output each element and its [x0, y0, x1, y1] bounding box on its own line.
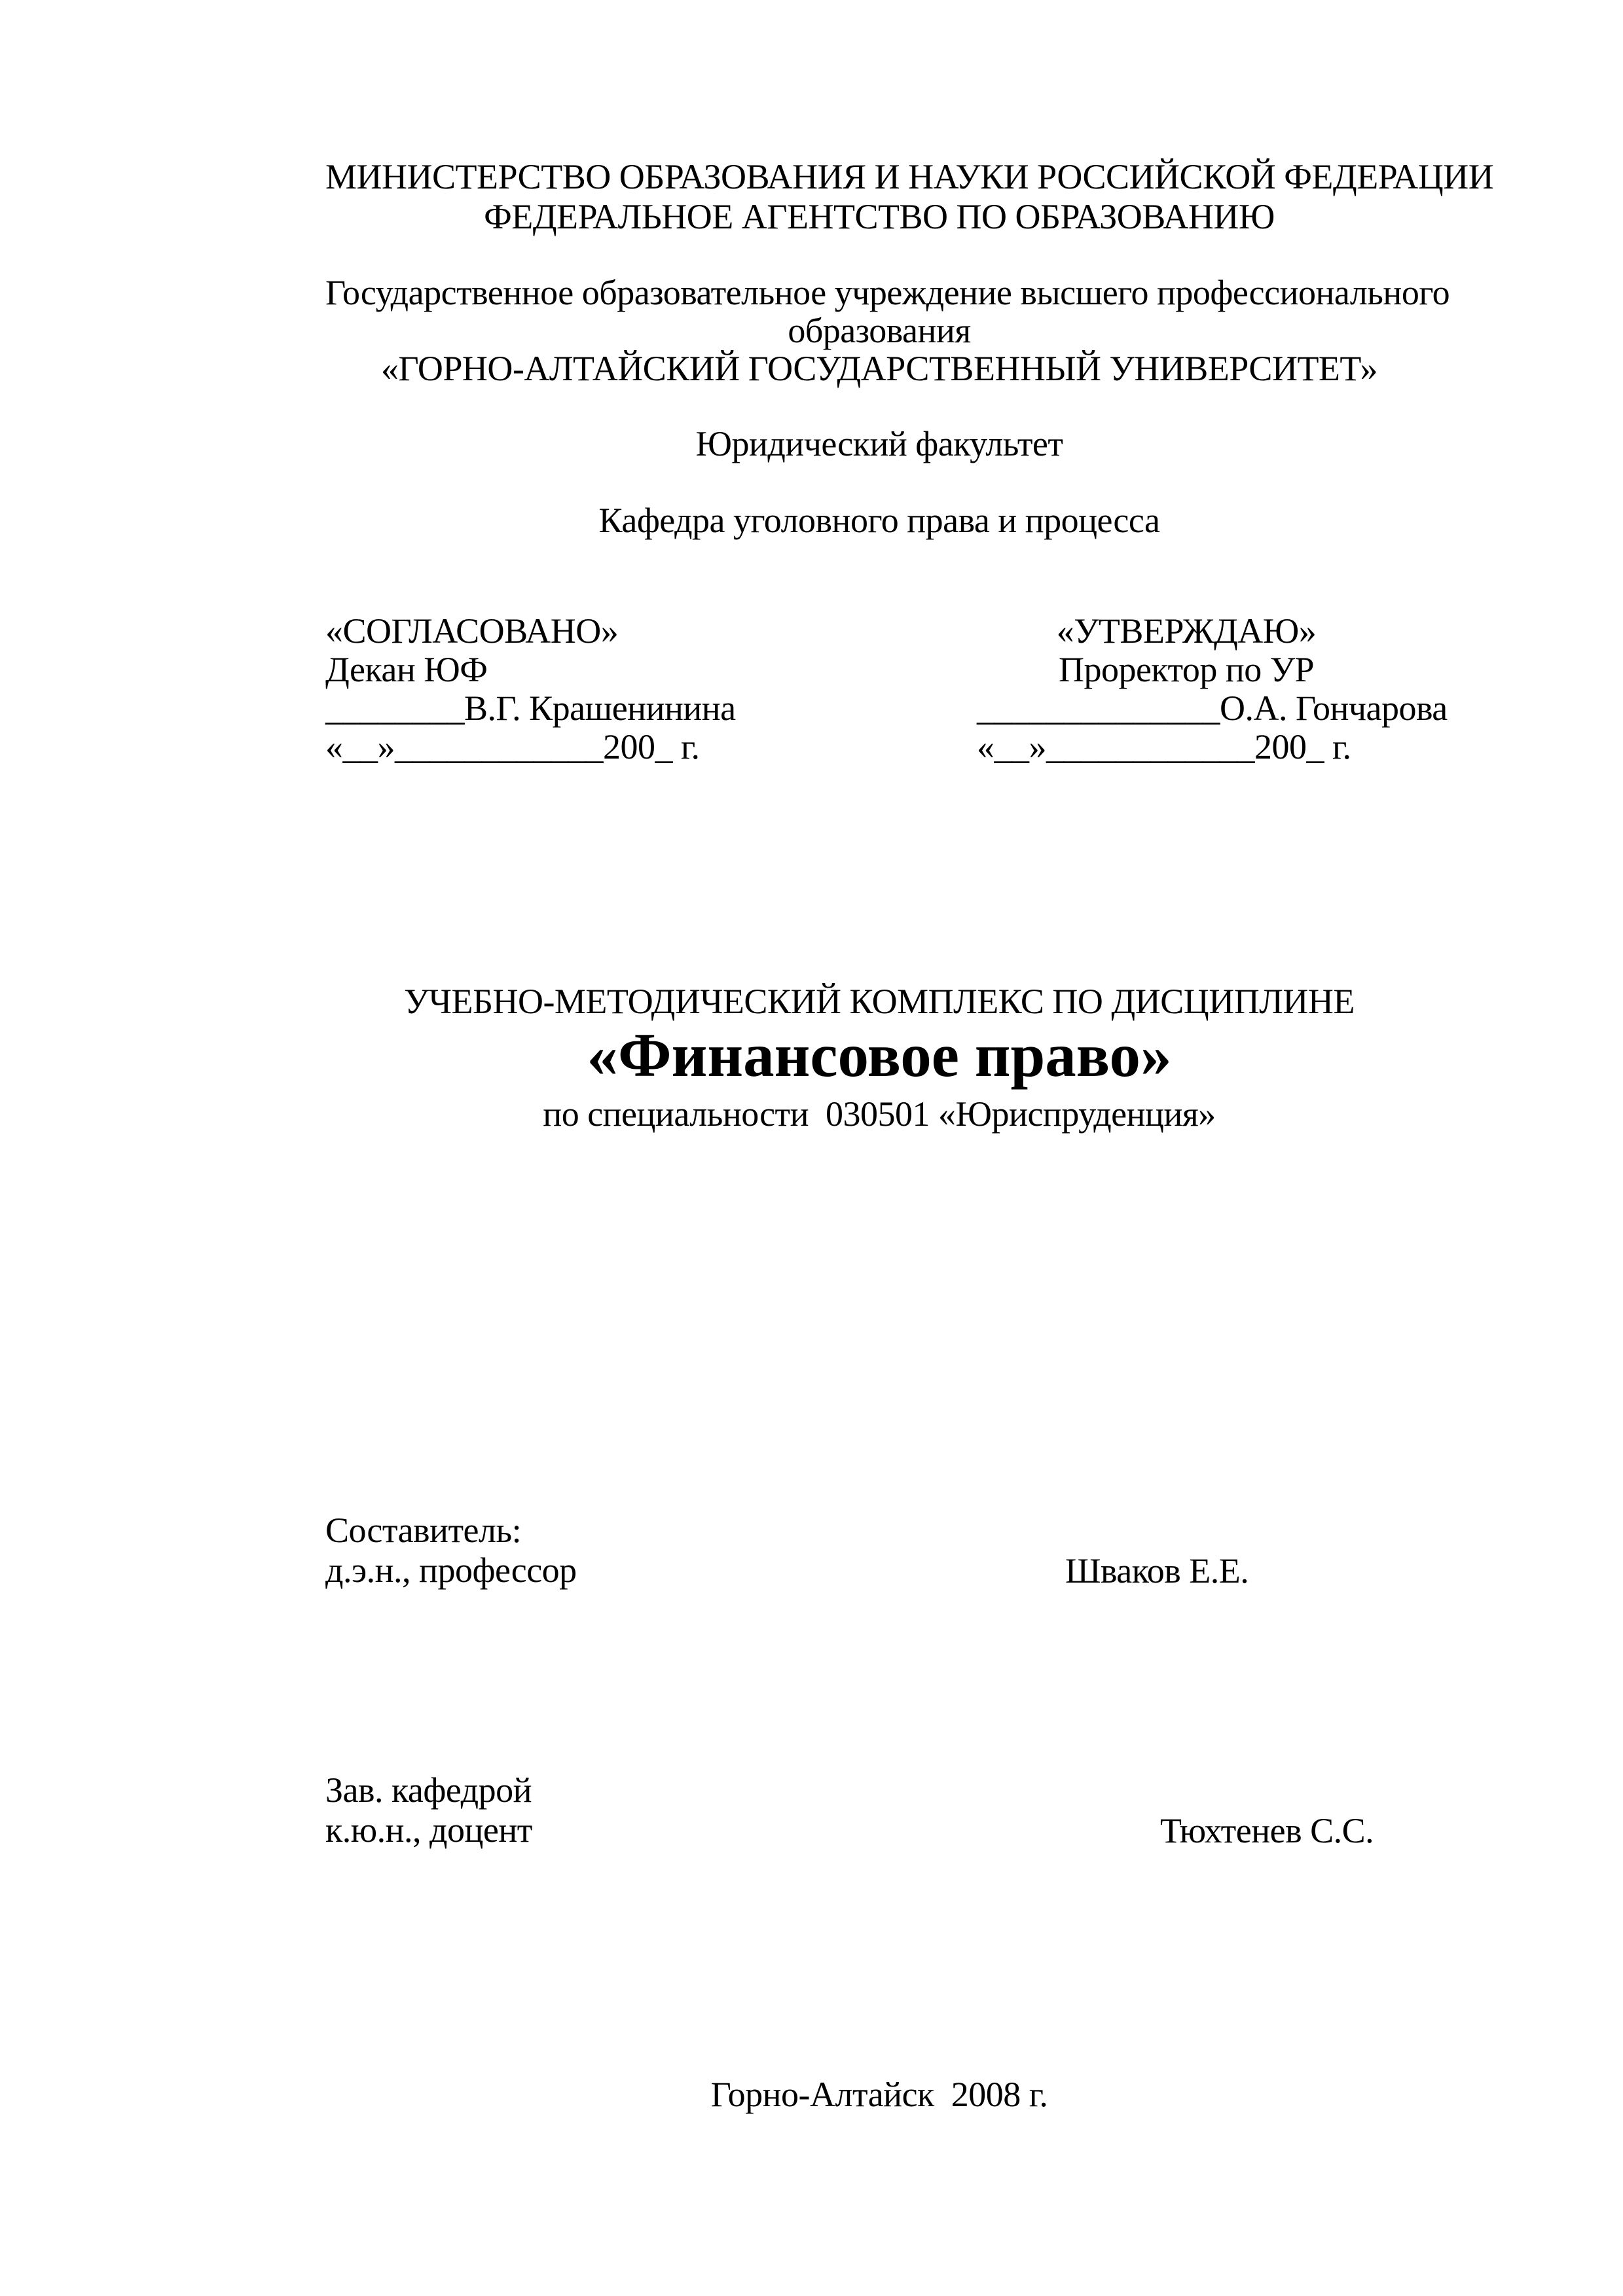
course-complex-kicker	[325, 982, 1433, 1021]
institution-type-line1: Государственное образовательное учреждение высшего профессионального	[325, 273, 1450, 312]
approved-role: Проректор по УР	[1058, 650, 1315, 689]
institution-block	[325, 273, 1450, 388]
department-block	[325, 501, 1433, 541]
ministry-header	[325, 157, 1494, 237]
head-name: Тюхтенев С.С.	[1160, 1811, 1374, 1850]
compiler-label: Составитель:	[325, 1511, 522, 1550]
compiler-name: Шваков Е.Е.	[1065, 1551, 1249, 1590]
ministry-line: МИНИСТЕРСТВО ОБРАЗОВАНИЯ И НАУКИ РОССИЙСКОЙ ФЕДЕРАЦИИ	[325, 157, 1494, 196]
course-complex-line: УЧЕБНО-МЕТОДИЧЕСКИЙ КОМПЛЕКС ПО ДИСЦИПЛИНЕ	[404, 982, 1355, 1021]
approval-agreed-block	[325, 612, 784, 766]
approved-signature-line: ______________О.А. Гончарова	[977, 689, 1448, 728]
faculty-name: Юридический факультет	[695, 424, 1063, 463]
approved-title: «УТВЕРЖДАЮ»	[1056, 611, 1317, 651]
head-row	[325, 1810, 1433, 1850]
main-title-block	[325, 1022, 1433, 1088]
department-name: Кафедра уголовного права и процесса	[598, 501, 1160, 540]
agreed-title: «СОГЛАСОВАНО»	[325, 611, 619, 651]
compiler-degree: д.э.н., профессор	[325, 1551, 577, 1590]
agreed-date-line: «__»____________200_ г.	[325, 727, 700, 766]
compiler-row	[325, 1551, 1433, 1590]
approval-approved-block	[977, 611, 1448, 766]
approved-date-line: «__»____________200_ г.	[977, 727, 1351, 766]
footer-block	[325, 2075, 1433, 2115]
agreed-role: Декан ЮФ	[325, 650, 488, 689]
agreed-signature-line: ________В.Г. Крашенинина	[325, 689, 736, 728]
specialty-line: по специальности 030501 «Юриспруденция»	[543, 1094, 1216, 1134]
specialty-block	[325, 1094, 1433, 1134]
discipline-title: «Финансовое право»	[587, 1020, 1172, 1090]
city-year-line: Горно-Алтайск 2008 г.	[710, 2075, 1048, 2114]
head-of-department-block	[325, 1770, 1433, 1850]
head-degree: к.ю.н., доцент	[325, 1810, 532, 1850]
head-label: Зав. кафедрой	[325, 1770, 532, 1810]
faculty-block	[325, 424, 1433, 464]
institution-type-line2: образования	[788, 311, 971, 350]
compiler-block	[325, 1511, 1433, 1590]
university-name: «ГОРНО-АЛТАЙСКИЙ ГОСУДАРСТВЕННЫЙ УНИВЕРСИТЕТ»	[380, 349, 1378, 388]
agency-line: ФЕДЕРАЛЬНОЕ АГЕНТСТВО ПО ОБРАЗОВАНИЮ	[484, 197, 1275, 236]
document-content	[325, 0, 1494, 2296]
